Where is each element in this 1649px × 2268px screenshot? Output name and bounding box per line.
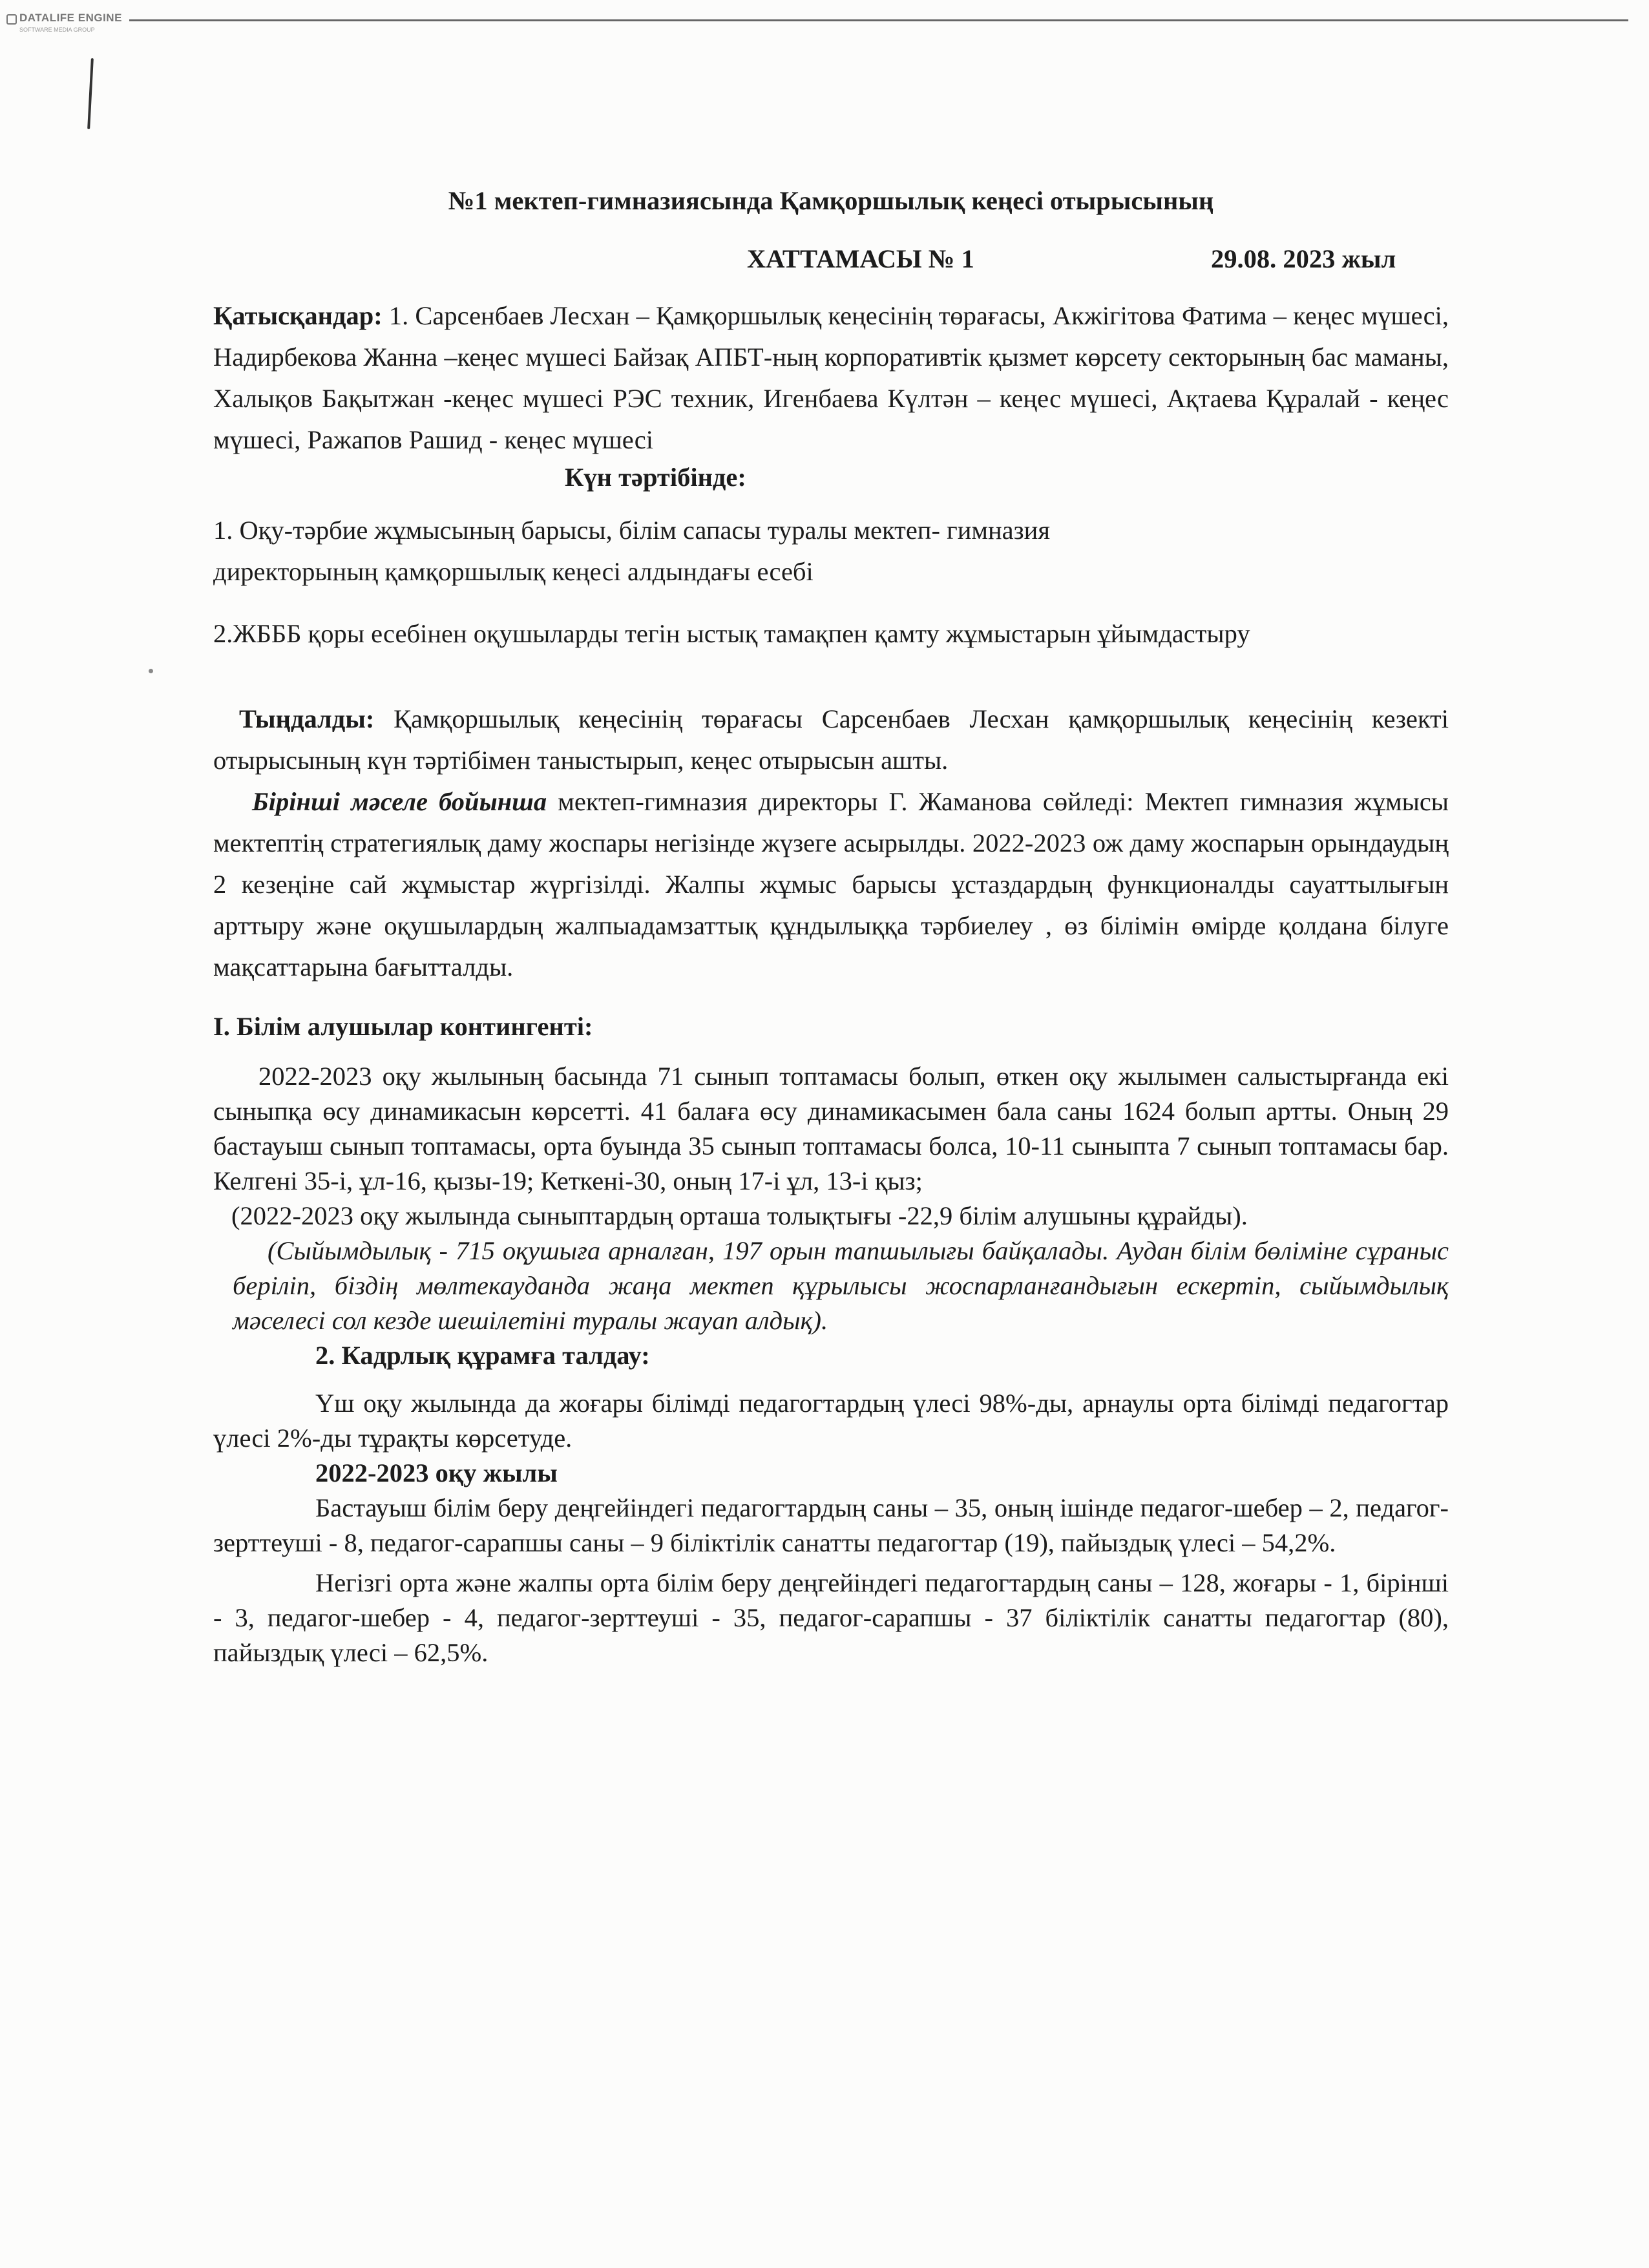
listened-label: Тыңдалды: (239, 704, 375, 733)
academic-year-heading: 2022-2023 оқу жылы (315, 1458, 558, 1487)
first-issue-paragraph (213, 781, 1449, 988)
scan-dot (149, 669, 153, 673)
listened-paragraph (213, 698, 1449, 781)
protocol-number: ХАТТАМАСЫ № 1 (747, 244, 974, 273)
pen-mark (87, 58, 94, 129)
document-title: №1 мектеп-гимназиясында Қамқоршылық кеңесі отырысының (448, 186, 1214, 215)
section-1-capacity-note: (Сыйымдылық - 715 оқушыға арналған, 197 орын тапшылығы байқалады. Аудан білім бөліміне сұраныс беріліп, біздің мөлтекауданда жаңа мектеп құрылысы жоспарланғандығын ескертіп, сыйымдылық мәселесі сол кезде шешілетіні туралы жауап алдық). (233, 1236, 1449, 1335)
document-page (213, 184, 1449, 1670)
agenda-item-1-line-2: директорының қамқоршылық кеңесі алдындағы есебі (213, 557, 814, 586)
participants-paragraph (213, 295, 1449, 461)
participants-label: Қатысқандар: (213, 301, 383, 330)
agenda-item-1 (213, 510, 1449, 593)
section-2-paragraph-1: Үш оқу жылында да жоғары білімді педагогтардың үлесі 98%-ды, арнаулы орта білімді педагогтар үлесі 2%-ды тұрақты көрсетуде. (213, 1389, 1449, 1453)
agenda-heading: Күн тәртібінде: (565, 463, 746, 492)
first-issue-label: Бірінші мәселе бойынша (252, 787, 547, 816)
participants-text: 1. Сарсенбаев Лесхан – Қамқоршылық кеңесінің төрағасы, Акжігітова Фатима – кеңес мүшесі, Надирбекова Жанна –кеңес мүшесі Байзақ АПБТ-ның корпоративтік қызмет көрсету секторының бас маманы, Халықов Бақытжан -кеңес мүшесі РЭС техник, Игенбаева Күлтән – кеңес мүшесі, Ақтаева Құралай - кеңес мүшесі, Ражапов Рашид - кеңес мүшесі (213, 301, 1449, 454)
scan-top-border (129, 19, 1628, 21)
section-2-paragraph-3: Негізгі орта және жалпы орта білім беру деңгейіндегі педагогтардың саны – 128, жоғары - 1, бірінші - 3, педагог-шебер - 4, педагог-зерттеуші - 35, педагог-сарапшы - 37 біліктілік санатты педагогтар (80), пайыздық үлесі – 62,5%. (213, 1568, 1449, 1667)
listened-text: Қамқоршылық кеңесінің төрағасы Сарсенбаев Лесхан қамқоршылық кеңесінің кезекті отырысының күн тәртібімен таныстырып, кеңес отырысын ашты. (213, 704, 1449, 775)
section-2-paragraph-2: Бастауыш білім беру деңгейіндегі педагогтардың саны – 35, оның ішінде педагог-шебер – 2, педагог-зерттеуші - 8, педагог-сарапшы саны – 9 біліктілік санатты педагогтар (19), пайыздық үлесі – 54,2%. (213, 1493, 1449, 1557)
agenda-item-1-line-1: 1. Оқу-тәрбие жұмысының барысы, білім сапасы туралы мектеп- гимназия (213, 516, 1050, 545)
watermark-line1: DATALIFE ENGINE (19, 12, 122, 24)
protocol-line (213, 244, 1449, 282)
section-1-paragraph-1: 2022-2023 оқу жылының басында 71 сынып топтамасы болып, өткен оқу жылымен салыстырғанда екі сыныпқа өсу динамикасын көрсетті. 41 балаға өсу динамикасымен бала саны 1624 болып артты. Оның 29 бастауыш сынып топтамасы, орта буында 35 сынып топтамасы болса, 10-11 сыныпта 7 сынып топтамасы бар. Келгені 35-і, ұл-16, қызы-19; Кеткені-30, оның 17-і ұл, 13-і қыз; (213, 1062, 1449, 1195)
protocol-date: 29.08. 2023 жыл (1211, 244, 1396, 273)
section-1-heading: I. Білім алушылар контингенті: (213, 1012, 593, 1041)
section-2-heading: 2. Кадрлық құрамға талдау: (315, 1341, 650, 1370)
agenda-item-2: 2.ЖБББ қоры есебінен оқушыларды тегін ыстық тамақпен қамту жұмыстарын ұйымдастыру (213, 619, 1250, 648)
first-issue-text: мектеп-гимназия директоры Г. Жаманова сөйледі: Мектеп гимназия жұмысы мектептің стратегиялық даму жоспары негізінде жүзеге асырылды. 2022-2023 ож даму жоспарын орындаудың 2 кезеңіне сай жұмыстар жүргізілді. Жалпы жұмыс барысы ұстаздардың функционалды сауаттылығын арттыру және оқушылардың жалпыадамзаттық құндылыққа тәрбиелеу , өз білімін өмірде қолдана білуге мақсаттарына бағытталды. (213, 787, 1449, 982)
section-1-paragraph-2: (2022-2023 оқу жылында сыныптардың орташа толықтығы -22,9 білім алушыны құрайды). (231, 1201, 1248, 1230)
watermark-line2: SOFTWARE MEDIA GROUP (19, 26, 95, 33)
datalife-watermark-logo (6, 10, 136, 43)
logo-icon (6, 14, 17, 25)
